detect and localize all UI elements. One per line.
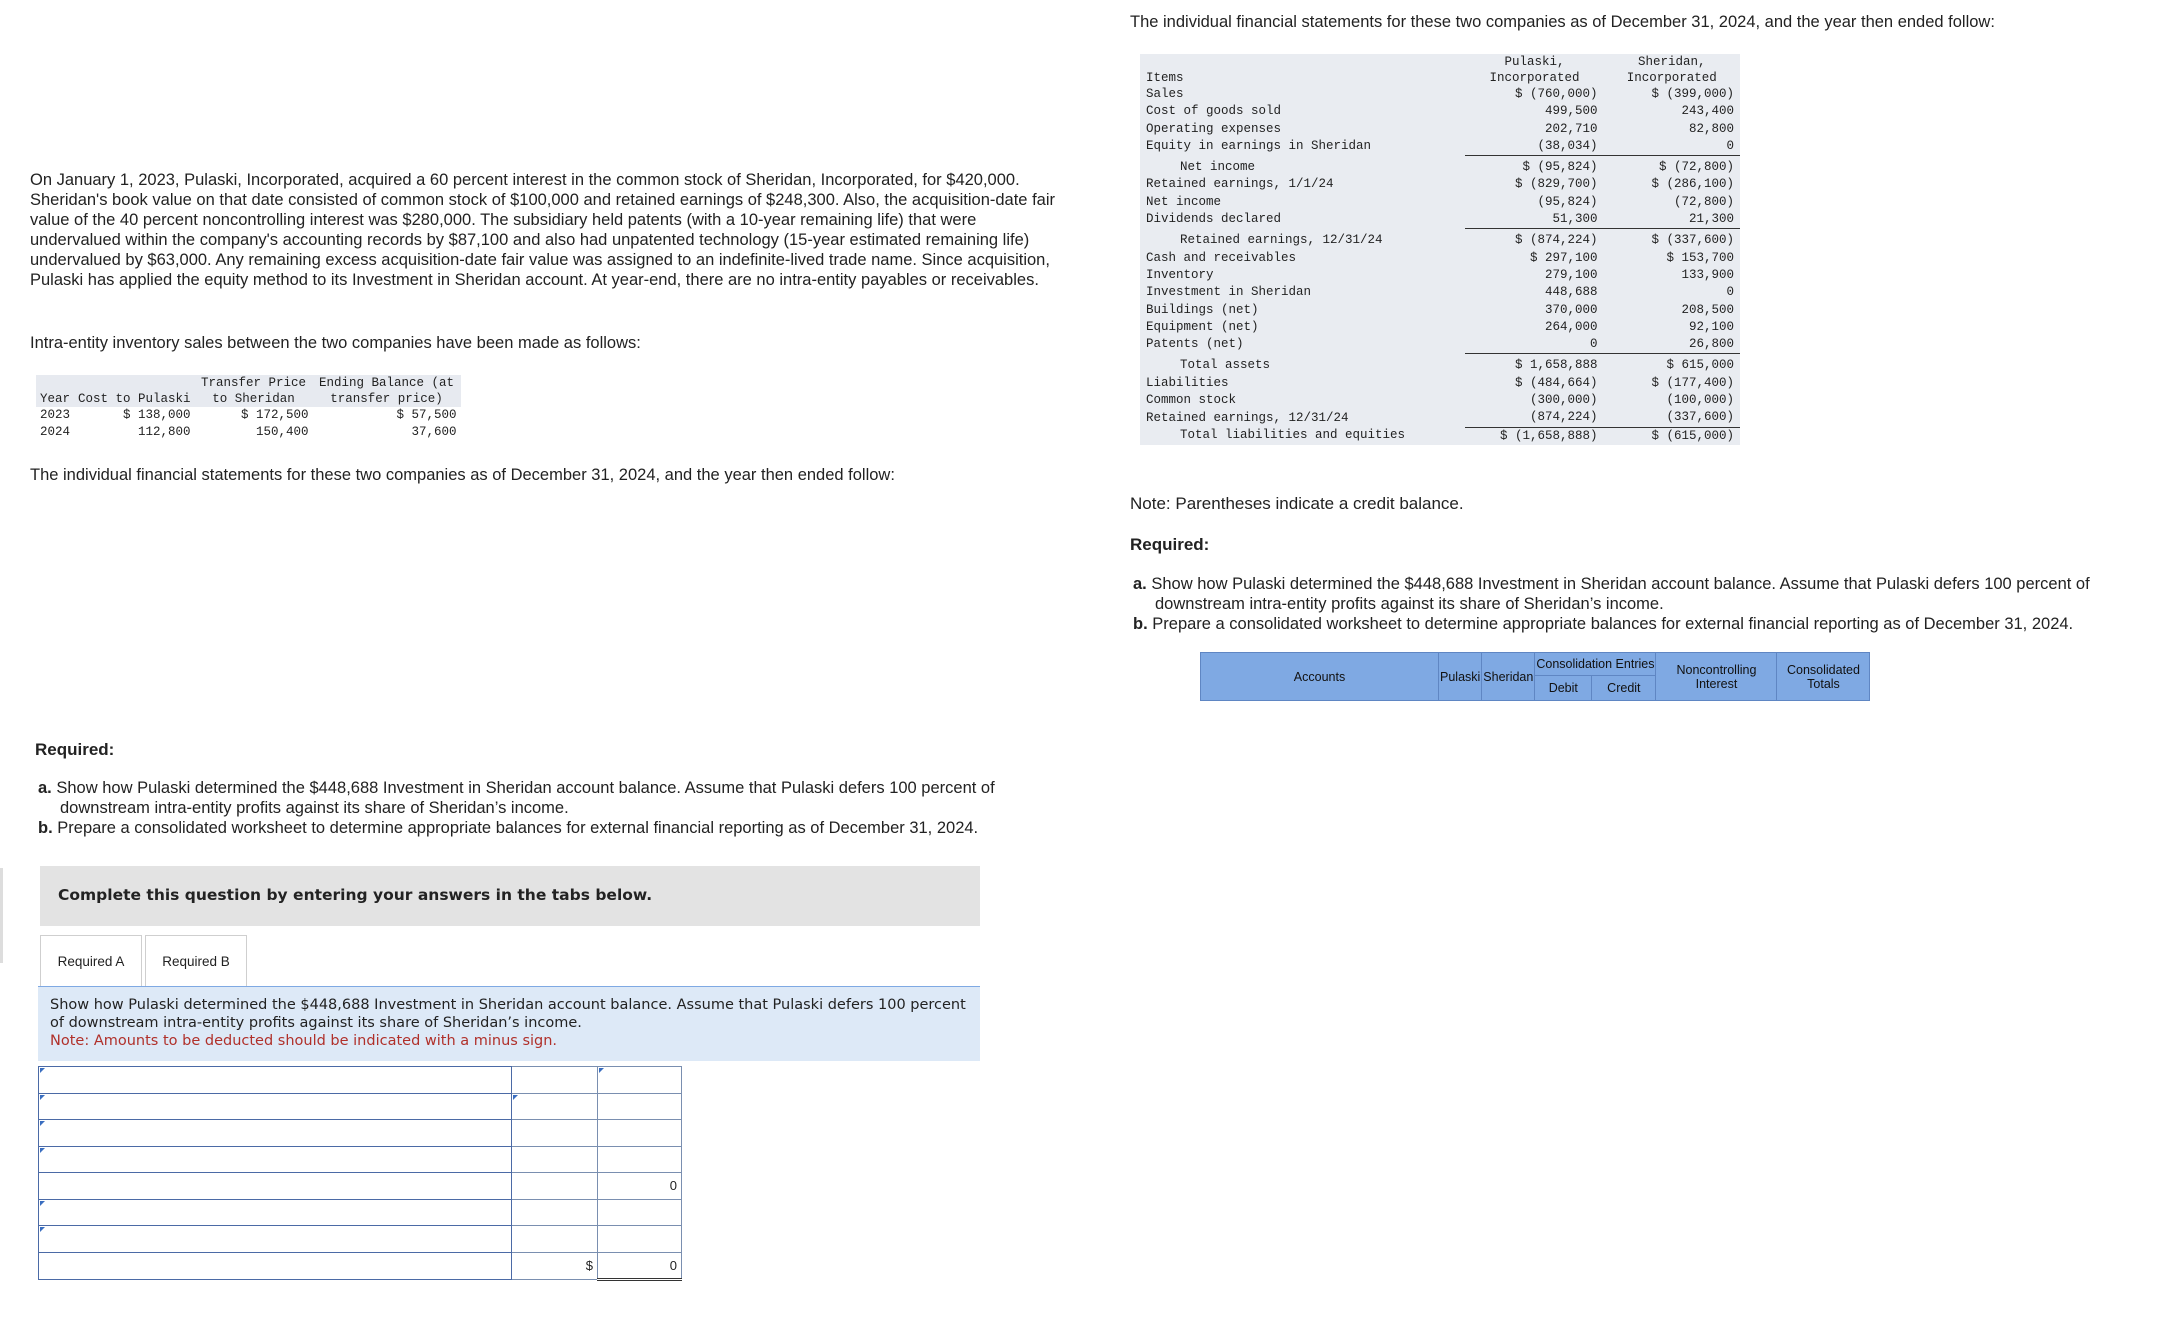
answer-row <box>39 1146 682 1173</box>
right-req-b-label: b. <box>1133 615 1148 633</box>
right-required-title: Required: <box>1130 535 1210 554</box>
answer-blank <box>512 1067 598 1094</box>
answer-row <box>39 1252 682 1280</box>
answer-row <box>39 1226 682 1253</box>
financial-statements-table <box>1140 54 1740 445</box>
fs-row <box>1140 121 1740 138</box>
answer-blank <box>39 1252 512 1280</box>
fs-value: 208,500 <box>1681 302 1734 317</box>
required-b <box>38 818 1068 838</box>
fs-body <box>1140 86 1740 445</box>
fs-col-sheridan-line2: Incorporated <box>1626 71 1717 85</box>
fs-row <box>1140 427 1740 445</box>
fs-item-label: Retained earnings, 12/31/24 <box>1180 233 1383 248</box>
answer-blank <box>512 1226 598 1253</box>
fs-item-label: Equity in earnings in Sheridan <box>1146 139 1372 154</box>
fs-row <box>1140 319 1740 336</box>
fs-col-pulaski-line2: Incorporated <box>1489 71 1580 85</box>
tab-bar <box>40 935 980 987</box>
answer-dollar: $ <box>512 1252 598 1280</box>
cell: 37,600 <box>411 425 457 439</box>
fs-row <box>1140 284 1740 301</box>
col-transfer-price: Transfer Price to Sheridan <box>195 375 313 407</box>
fs-col-pulaski <box>1465 54 1603 86</box>
fs-item-label: Retained earnings, 12/31/24 <box>1146 410 1349 425</box>
fs-row <box>1140 103 1740 120</box>
fs-row <box>1140 250 1740 267</box>
right-req-a-text: Show how Pulaski determined the $448,688 Investment in Sheridan account balance. Assume that Pulaski defers 100 percent of downstream intra-entity profits against its share of Sheridan’s income. <box>1151 575 2090 613</box>
fs-col-pulaski-line1: Pulaski, <box>1504 55 1565 69</box>
ws-h-pulaski: Pulaski <box>1439 653 1482 701</box>
required-list <box>38 778 1068 838</box>
fs-value: $ (399,000) <box>1651 87 1734 101</box>
fs-value: 279,100 <box>1545 267 1598 282</box>
fs-value: (38,034) <box>1537 138 1598 153</box>
fs-item-label: Cash and receivables <box>1146 250 1297 265</box>
table-row <box>36 424 461 441</box>
req-a-label: a. <box>38 779 52 797</box>
fs-row <box>1140 156 1740 177</box>
fs-item-label: Investment in Sheridan <box>1146 285 1312 300</box>
fs-value: 82,800 <box>1688 121 1734 136</box>
fs-item-label: Net income <box>1146 194 1222 209</box>
answer-row <box>39 1093 682 1120</box>
fs-value: (874,224) <box>1530 410 1598 425</box>
fs-value: 243,400 <box>1681 104 1734 119</box>
answer-total: 0 <box>598 1252 682 1280</box>
col-ending-balance: Ending Balance (at transfer price) <box>313 375 461 407</box>
fs-value: $ (484,664) <box>1515 375 1598 390</box>
fs-item-label: Operating expenses <box>1146 121 1282 136</box>
answer-blank <box>512 1146 598 1173</box>
fs-value: $ (286,100) <box>1651 177 1734 192</box>
answer-label-input[interactable] <box>39 1067 512 1094</box>
cell: 150,400 <box>256 425 309 439</box>
fs-value: 202,710 <box>1545 121 1598 136</box>
tab-required-a[interactable]: Required A <box>40 935 142 988</box>
ws-h-totals: Consolidated Totals <box>1777 653 1870 701</box>
answer-amount-input[interactable] <box>598 1067 682 1094</box>
complete-box <box>40 866 980 926</box>
answer-blank <box>512 1173 598 1200</box>
fs-row <box>1140 86 1740 103</box>
ws-h-credit: Credit <box>1592 676 1656 701</box>
cell: $ 138,000 <box>123 408 191 422</box>
fs-value: $ (615,000) <box>1604 427 1740 445</box>
table-row <box>36 407 461 424</box>
fs-value: $ 615,000 <box>1604 354 1740 375</box>
fs-row <box>1140 267 1740 284</box>
right-req-a-label: a. <box>1133 575 1147 593</box>
fs-item-label: Inventory <box>1146 267 1214 282</box>
fs-row <box>1140 375 1740 392</box>
fs-item-label: Common stock <box>1146 393 1237 408</box>
fs-value: $ (177,400) <box>1651 375 1734 390</box>
consolidation-worksheet <box>1200 652 1870 701</box>
answer-row <box>39 1199 682 1226</box>
answer-label-input[interactable] <box>39 1120 512 1147</box>
fs-value: 499,500 <box>1545 104 1598 119</box>
note-text: Note: Amounts to be deducted should be indicated with a minus sign. <box>50 1033 558 1049</box>
fs-value: (72,800) <box>1673 194 1734 209</box>
answer-blank <box>39 1173 512 1200</box>
answer-amount-input[interactable] <box>598 1199 682 1226</box>
ws-h-debit: Debit <box>1535 676 1592 701</box>
col-cost: Cost to Pulaski <box>74 375 195 407</box>
answer-label-input[interactable] <box>39 1199 512 1226</box>
answer-row <box>39 1173 682 1200</box>
fs-value: (100,000) <box>1666 393 1734 408</box>
answer-amount-input[interactable] <box>598 1120 682 1147</box>
fs-row <box>1140 354 1740 375</box>
fs-col-sheridan-line1: Sheridan, <box>1638 55 1706 69</box>
answer-subtotal: 0 <box>598 1173 682 1200</box>
fs-row <box>1140 336 1740 354</box>
fs-value: 26,800 <box>1688 337 1734 352</box>
answer-label-input[interactable] <box>39 1146 512 1173</box>
fs-value: $ (1,658,888) <box>1465 427 1603 445</box>
right-required-a <box>1133 574 2148 614</box>
required-a <box>38 778 1068 818</box>
answer-row <box>39 1067 682 1094</box>
answer-blank <box>512 1199 598 1226</box>
req-b-label: b. <box>38 819 53 837</box>
answer-label-input[interactable] <box>39 1093 512 1120</box>
answer-amount-input[interactable] <box>598 1226 682 1253</box>
fs-value: $ (337,600) <box>1604 229 1740 250</box>
fs-item-label: Dividends declared <box>1146 212 1282 227</box>
complete-box-text: Complete this question by entering your answers in the tabs below. <box>58 886 653 904</box>
ws-h-accounts: Accounts <box>1201 653 1439 701</box>
fs-row <box>1140 302 1740 319</box>
fs-item-label: Net income <box>1180 159 1256 174</box>
cell: 112,800 <box>138 425 191 439</box>
fs-value: 0 <box>1590 337 1598 352</box>
fs-value: $ 297,100 <box>1530 250 1598 265</box>
fs-item-label: Liabilities <box>1146 375 1229 390</box>
fs-row <box>1140 229 1740 250</box>
fs-item-label: Retained earnings, 1/1/24 <box>1146 177 1334 192</box>
req-a-text: Show how Pulaski determined the $448,688 Investment in Sheridan account balance. Assume that Pulaski defers 100 percent of downstream intra-entity profits against its share of Sheridan’s income. <box>56 779 995 817</box>
fs-value: $ (829,700) <box>1515 177 1598 192</box>
fs-value: $ (874,224) <box>1465 229 1603 250</box>
right-required-list <box>1133 574 2148 634</box>
cell: 2024 <box>40 425 71 439</box>
fs-value: $ (760,000) <box>1515 87 1598 101</box>
left-edge-marker <box>0 868 3 963</box>
transfer-table <box>36 375 461 441</box>
fs-value: (300,000) <box>1530 393 1598 408</box>
right-req-b-text: Prepare a consolidated worksheet to determine appropriate balances for external financial reporting as of December 31, 2024. <box>1152 615 2074 633</box>
ws-h-sheridan: Sheridan <box>1482 653 1535 701</box>
instruction-box <box>38 986 980 1061</box>
ws-h-nci: Noncontrolling Interest <box>1656 653 1777 701</box>
fs-col-sheridan <box>1604 54 1740 86</box>
fs-item-label: Patents (net) <box>1146 337 1244 352</box>
fs-value: 133,900 <box>1681 267 1734 282</box>
fs-value: (337,600) <box>1666 410 1734 425</box>
fs-value: 264,000 <box>1545 319 1598 334</box>
cell: $ 57,500 <box>396 408 457 422</box>
req-b-text: Prepare a consolidated worksheet to determine appropriate balances for external financial reporting as of December 31, 2024. <box>57 819 979 837</box>
fs-row <box>1140 138 1740 156</box>
fs-value: $ (95,824) <box>1465 156 1603 177</box>
fs-row <box>1140 194 1740 211</box>
answer-label-input[interactable] <box>39 1226 512 1253</box>
answer-blank <box>598 1093 682 1120</box>
answer-pct-input[interactable] <box>512 1093 598 1120</box>
fs-value: (95,824) <box>1537 194 1598 209</box>
fs-value: $ (72,800) <box>1604 156 1740 177</box>
answer-row <box>39 1120 682 1147</box>
fs-value: $ 1,658,888 <box>1465 354 1603 375</box>
cell: $ 172,500 <box>241 408 309 422</box>
tab-required-b[interactable]: Required B <box>145 935 247 988</box>
fs-row <box>1140 392 1740 409</box>
fs-value: $ 153,700 <box>1666 250 1734 265</box>
fs-item-label: Total assets <box>1180 358 1271 373</box>
ws-h-consolidation: Consolidation Entries <box>1535 653 1656 676</box>
fs-row <box>1140 409 1740 427</box>
fs-value: 92,100 <box>1688 319 1734 334</box>
answer-grid <box>38 1066 682 1281</box>
fs-value: 21,300 <box>1688 212 1734 227</box>
cell: 2023 <box>40 408 71 422</box>
fs-value: 51,300 <box>1552 212 1598 227</box>
fs-row <box>1140 176 1740 193</box>
answer-blank <box>512 1120 598 1147</box>
fs-item-label: Equipment (net) <box>1146 319 1259 334</box>
fs-col-items: Items <box>1146 71 1184 85</box>
problem-intro: On January 1, 2023, Pulaski, Incorporated, acquired a 60 percent interest in the common stock of Sheridan, Incorporated, for $420,000. Sheridan's book value on that date consisted of common stock of $100,000 and retained earnings of $248,300. Also, the acquisition-date fair value of the 40 percent noncontrolling interest was $280,000. The subsidiary held patents (with a 10-year remaining life) that were undervalued within the company's accounting records by $87,100 and also had unpatented technology (15-year estimated remaining life) undervalued by $63,000. Any remaining excess acquisition-date fair value was assigned to an indefinite-lived trade name. Since acquisition, Pulaski has applied the equity method to its Investment in Sheridan account. At year-end, there are no intra-entity payables or receivables. <box>30 171 1055 289</box>
fs-value: 0 <box>1726 285 1734 300</box>
intra-entity-label: Intra-entity inventory sales between the two companies have been made as follows: <box>30 334 641 352</box>
right-required-b <box>1133 614 2148 634</box>
right-intro: The individual financial statements for these two companies as of December 31, 2024, and the year then ended follow: <box>1130 13 1995 31</box>
statements-intro: The individual financial statements for these two companies as of December 31, 2024, and the year then ended follow: <box>30 466 895 484</box>
required-title: Required: <box>35 740 115 759</box>
col-year: Year <box>36 375 74 407</box>
fs-value: 448,688 <box>1545 285 1598 300</box>
fs-value: 0 <box>1726 138 1734 153</box>
fs-item-label: Buildings (net) <box>1146 302 1259 317</box>
fs-item-label: Cost of goods sold <box>1146 104 1282 119</box>
credit-note: Note: Parentheses indicate a credit balance. <box>1130 494 1464 513</box>
fs-value: 370,000 <box>1545 302 1598 317</box>
instruction-text: Show how Pulaski determined the $448,688 Investment in Sheridan account balance. Assume that Pulaski defers 100 percent of downstream intra-entity profits against its share of Sheridan’s income. <box>50 997 966 1031</box>
fs-item-label: Total liabilities and equities <box>1180 428 1406 443</box>
fs-item-label: Sales <box>1146 87 1184 101</box>
answer-amount-input[interactable] <box>598 1146 682 1173</box>
fs-row <box>1140 211 1740 229</box>
